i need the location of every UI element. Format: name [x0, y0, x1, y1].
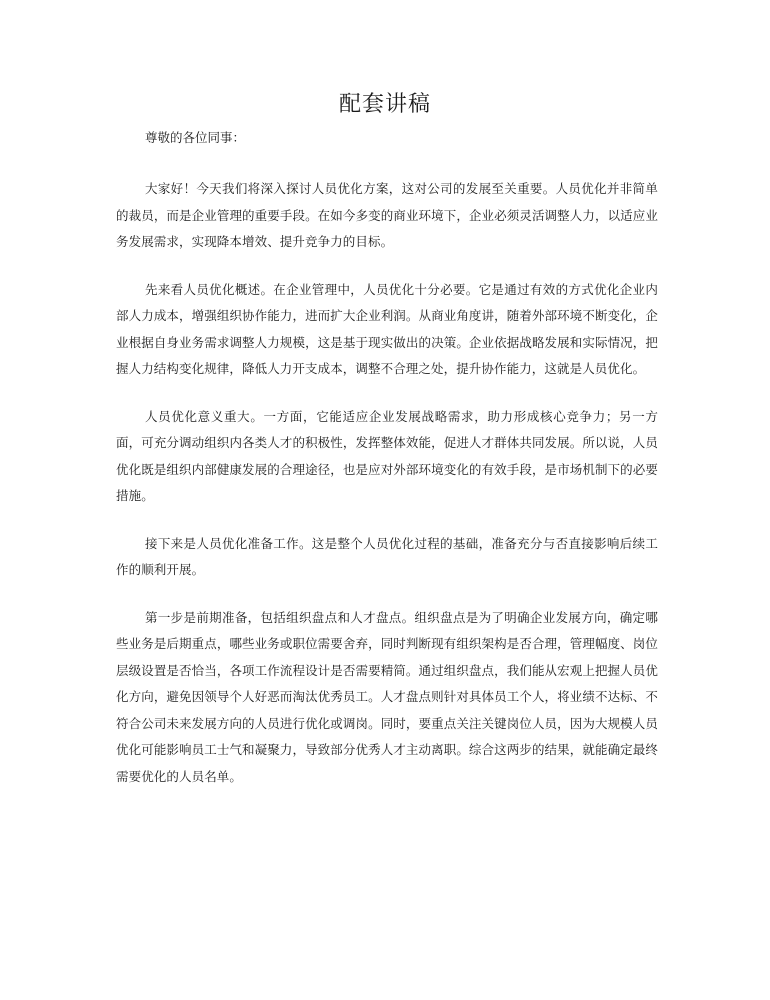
paragraph: 先来看人员优化概述。在企业管理中，人员优化十分必要。它是通过有效的方式优化企业内部人力成本，增强组织协作能力，进而扩大企业利润。从商业角度讲，随着外部环境不断变化，企业根据自身业务需求调整人力规模，这是基于现实做出的决策。企业依据战略发展和实际情况，把握人力结构变化规律，降低人力开支成本，调整不合理之处，提升协作能力，这就是人员优化。	[116, 281, 658, 376]
paragraph: 人员优化意义重大。一方面，它能适应企业发展战略需求，助力形成核心竞争力；另一方面，可充分调动组织内各类人才的积极性，发挥整体效能，促进人才群体共同发展。所以说，人员优化既是组织内部健康发展的合理途径，也是应对外部环境变化的有效手段，是市场机制下的必要措施。	[116, 408, 658, 503]
salutation: 尊敬的各位同事：	[145, 130, 246, 145]
paragraph: 第一步是前期准备，包括组织盘点和人才盘点。组织盘点是为了明确企业发展方向，确定哪些业务是后期重点，哪些业务或职位需要舍弃，同时判断现有组织架构是否合理，管理幅度、岗位层级设置是否恰当，各项工作流程设计是否需要精简。通过组织盘点，我们能从宏观上把握人员优化方向，避免因领导个人好恶而淘汰优秀员工。人才盘点则针对具体员工个人，将业绩不达标、不符合公司未来发展方向的人员进行优化或调岗。同时，要重点关注关键岗位人员，因为大规模人员优化可能影响员工士气和凝聚力，导致部分优秀人才主动离职。综合这两步的结果，就能确定最终需要优化的人员名单。	[116, 609, 658, 784]
document-title: 配套讲稿	[338, 92, 431, 117]
document-body	[116, 176, 658, 811]
paragraph: 大家好！今天我们将深入探讨人员优化方案，这对公司的发展至关重要。人员优化并非简单的裁员，而是企业管理的重要手段。在如今多变的商业环境下，企业必须灵活调整人力，以适应业务发展需求，实现降本增效、提升竞争力的目标。	[116, 181, 658, 249]
paragraph: 接下来是人员优化准备工作。这是整个人员优化过程的基础，准备充分与否直接影响后续工作的顺利开展。	[116, 535, 658, 577]
